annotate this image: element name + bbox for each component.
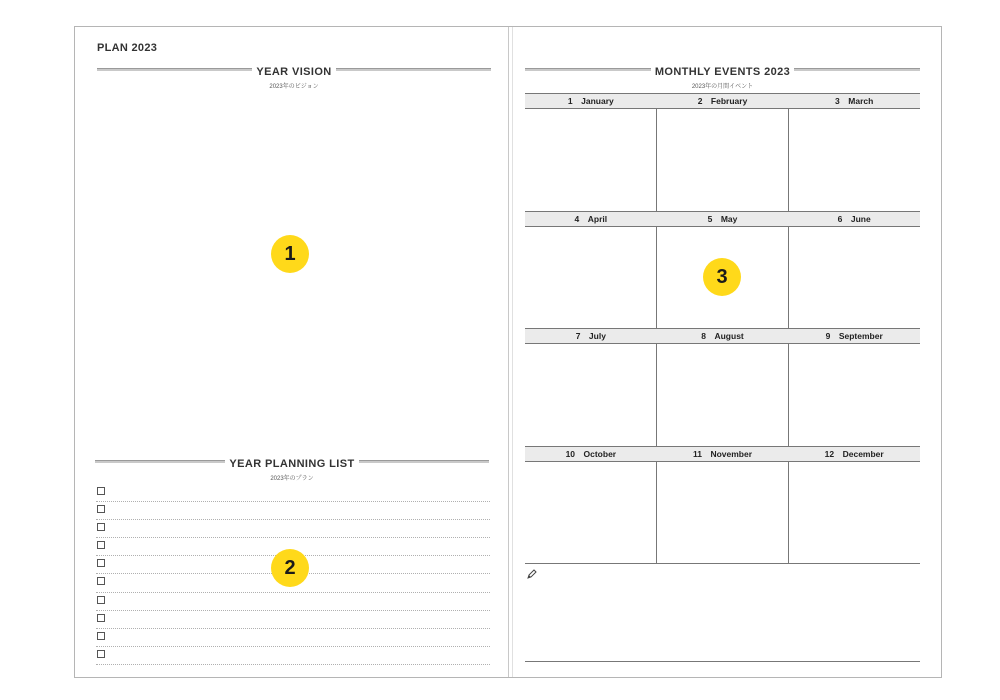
checkbox[interactable]	[97, 541, 105, 549]
month-band	[525, 328, 920, 446]
month-cell-september[interactable]	[788, 344, 920, 446]
page-gutter	[508, 27, 509, 677]
memo-rule	[525, 661, 920, 662]
checklist-row	[96, 502, 490, 520]
month-band	[525, 93, 920, 211]
month-cell-march[interactable]	[788, 109, 920, 211]
month-grid	[525, 93, 920, 563]
checkbox[interactable]	[97, 505, 105, 513]
month-label-february: 2 February	[697, 96, 748, 106]
page-label: PLAN 2023	[97, 42, 158, 54]
checklist-row	[96, 629, 490, 647]
month-label-september: 9 September	[825, 331, 883, 341]
month-label-june: 6 June	[837, 213, 871, 224]
checkbox[interactable]	[97, 632, 105, 640]
month-header-row	[525, 211, 920, 227]
month-cell-august[interactable]	[656, 344, 788, 446]
pencil-icon	[527, 569, 537, 579]
badge-1: 1	[271, 235, 309, 273]
monthly-events-title: MONTHLY EVENTS 2023	[651, 66, 794, 78]
checkbox[interactable]	[97, 596, 105, 604]
month-label-april: 4 April	[574, 213, 608, 224]
month-label-august: 8 August	[701, 331, 744, 341]
month-cell-february[interactable]	[656, 109, 788, 211]
checkbox[interactable]	[97, 523, 105, 531]
month-label-march: 3 March	[835, 96, 874, 106]
checkbox[interactable]	[97, 577, 105, 585]
month-band	[525, 446, 920, 564]
month-cell-december[interactable]	[788, 462, 920, 564]
month-header-row	[525, 328, 920, 344]
month-cell-june[interactable]	[788, 227, 920, 329]
monthly-events-subtitle: 2023年の月間イベント	[691, 84, 754, 90]
month-cell-july[interactable]	[525, 344, 656, 446]
badge-3: 3	[703, 258, 741, 296]
month-cells-row	[525, 344, 920, 446]
month-label-november: 11 November	[692, 448, 753, 459]
checklist-row	[96, 593, 490, 611]
year-vision-header	[97, 62, 491, 90]
planner-spread	[74, 26, 942, 678]
checklist-row	[96, 520, 490, 538]
year-planning-header	[95, 454, 489, 482]
month-label-december: 12 December	[824, 448, 884, 459]
year-planning-subtitle: 2023年のプラン	[270, 476, 314, 482]
month-cell-january[interactable]	[525, 109, 656, 211]
checklist-row	[96, 484, 490, 502]
month-cell-november[interactable]	[656, 462, 788, 564]
month-cells-row	[525, 109, 920, 211]
page-gutter-inner	[512, 27, 513, 677]
month-cell-october[interactable]	[525, 462, 656, 564]
badge-2: 2	[271, 549, 309, 587]
month-label-may: 5 May	[707, 213, 738, 224]
checklist-row	[96, 647, 490, 665]
month-header-row	[525, 446, 920, 462]
year-vision-subtitle: 2023年のビジョン	[269, 84, 319, 90]
year-planning-title: YEAR PLANNING LIST	[225, 458, 358, 470]
grid-bottom-rule	[525, 563, 920, 564]
monthly-events-header	[525, 62, 920, 90]
month-label-january: 1 January	[567, 96, 614, 106]
checkbox[interactable]	[97, 487, 105, 495]
checklist-row	[96, 611, 490, 629]
checkbox[interactable]	[97, 614, 105, 622]
month-cells-row	[525, 462, 920, 564]
month-cell-april[interactable]	[525, 227, 656, 329]
month-header-row	[525, 93, 920, 109]
checkbox[interactable]	[97, 650, 105, 658]
month-label-july: 7 July	[575, 331, 606, 341]
month-label-october: 10 October	[565, 448, 617, 459]
year-vision-title: YEAR VISION	[252, 66, 335, 78]
checkbox[interactable]	[97, 559, 105, 567]
